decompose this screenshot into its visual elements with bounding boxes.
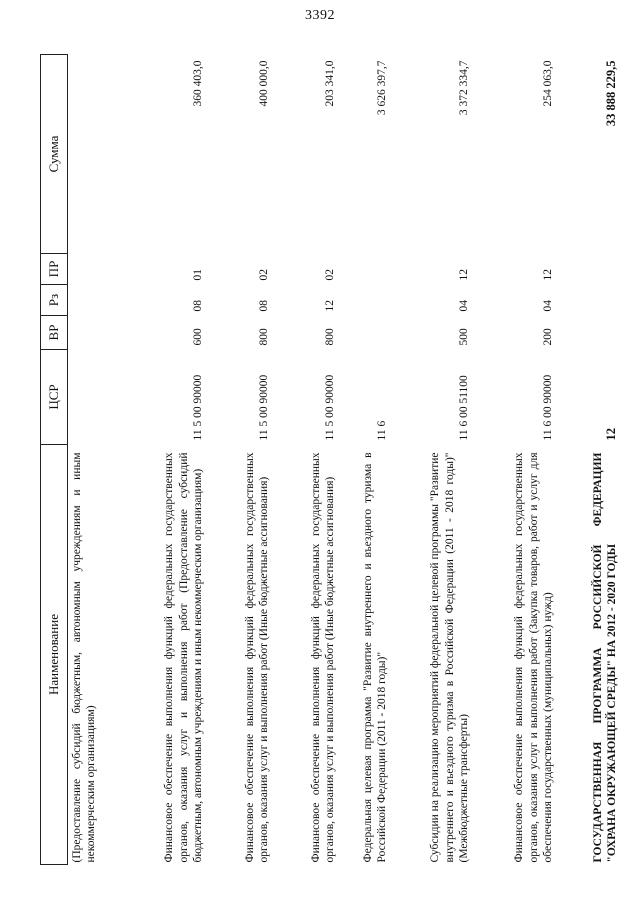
row-name: Федеральная целевая программа "Развитие внутреннего и въездного туризма в Российской Федерации (2011 - 2018 годы)" [361,452,389,863]
row-rz: 12 [324,300,337,312]
row-pr [344,254,396,285]
table-row [278,55,344,865]
row-csr: 11 6 [376,420,389,441]
page-number: 3392 [305,8,335,23]
row-name: ГОСУДАРСТВЕННАЯ ПРОГРАММА РОССИЙСКОЙ ФЕДЕРАЦИИ "ОХРАНА ОКРУЖАЮЩЕЙ СРЕДЫ" НА 2012 - 2020 ГОДЫ [591,452,619,863]
row-rz: 08 [192,300,205,312]
table-row [212,55,278,865]
row-sum: 400 000,0 [258,60,271,107]
budget-table-container [40,55,619,865]
header-pr: ПР [41,254,68,285]
row-sum [68,55,126,254]
row-sum: 203 341,0 [324,60,337,107]
row-vr: 600 [192,328,205,346]
row-pr: 02 [324,269,337,281]
row-vr: 800 [324,328,337,346]
row-pr [562,254,626,285]
table-header-row [41,55,68,865]
row-vr: 500 [458,328,471,346]
row-sum: 360 403,0 [192,60,205,107]
row-name: (Предоставление субсидий бюджетным, автономным учреждениям и иным некоммерческим организациям) [71,452,98,863]
row-sum: 3 372 334,7 [458,60,471,116]
row-sum: 3 626 397,7 [376,60,389,116]
row-csr: 12 [603,428,618,441]
row-name: Финансовое обеспечение выполнения функций федеральных государственных органов, оказания услуг и выполнения работ (Иные бюджетные ассигнования) [309,452,337,863]
header-rz: Рз [41,285,68,316]
row-csr: 11 5 00 90000 [324,374,337,441]
row-sum: 33 888 229,5 [603,60,618,127]
row-vr [344,316,396,350]
table-row [478,55,562,865]
budget-table [40,54,626,865]
row-csr: 11 5 00 90000 [192,374,205,441]
row-pr: 12 [542,269,555,281]
header-name: Наименование [41,445,68,865]
table-row [344,55,396,865]
row-sum: 254 063,0 [542,60,555,107]
row-name: Финансовое обеспечение выполнения функций федеральных государственных органов, оказания услуг и выполнения работ (Иные бюджетные ассигнования) [243,452,271,863]
row-pr [68,254,126,285]
header-sum: Сумма [41,55,68,254]
row-vr [562,316,626,350]
row-csr: 11 6 00 51100 [458,375,471,441]
table-row [126,55,212,865]
row-vr: 200 [542,328,555,346]
row-vr: 800 [258,328,271,346]
row-rz [68,285,126,316]
row-rz [344,285,396,316]
table-row [396,55,478,865]
header-csr: ЦСР [41,350,68,445]
row-name: Субсидии на реализацию мероприятий федеральной целевой программы "Развитие внутреннего и въездного туризма в Российской Федерации (2011 - 2018 годы)" (Межбюджетные трансферты) [429,452,471,863]
row-name: Финансовое обеспечение выполнения функций федеральных государственных органов, оказания услуг и выполнения работ (Закупка товаров, работ и услуг для обеспечения государственных (муниципальных) нужд) [513,452,555,863]
row-pr: 02 [258,269,271,281]
row-rz: 08 [258,300,271,312]
row-rz [562,285,626,316]
table-row [562,55,626,865]
row-pr: 01 [192,269,205,281]
row-rz: 04 [458,300,471,312]
row-rz: 04 [542,300,555,312]
row-csr [68,350,126,445]
row-pr: 12 [458,269,471,281]
row-csr: 11 5 00 90000 [258,374,271,441]
table-row [68,55,126,865]
header-vr: ВР [41,316,68,350]
row-csr: 11 6 00 90000 [542,374,555,441]
row-name: Финансовое обеспечение выполнения функций федеральных государственных органов, оказания услуг и выполнения работ (Предоставление субсидий бюджетным, автономным учреждениям и иным некоммерческим организациям) [163,452,205,863]
row-vr [68,316,126,350]
